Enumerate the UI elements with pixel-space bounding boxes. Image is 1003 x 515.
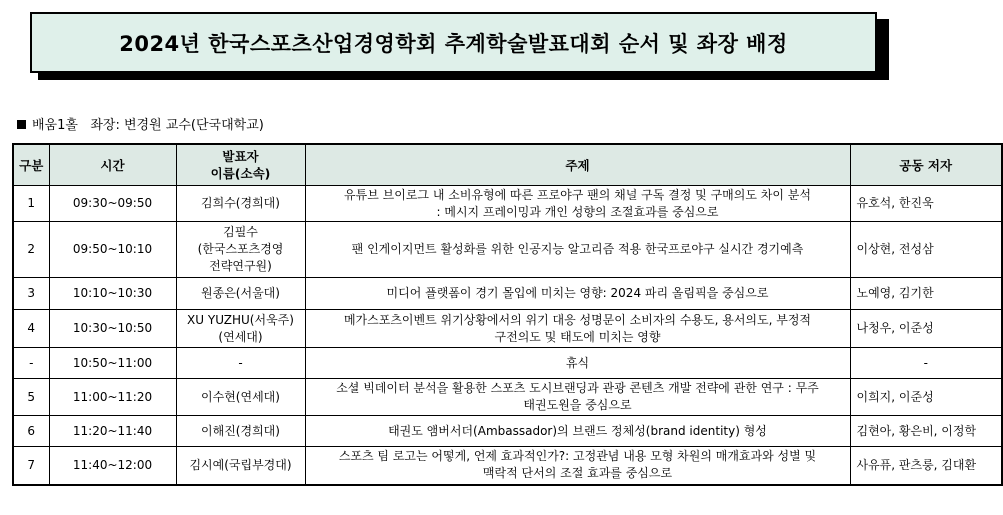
cell-presenter — [176, 222, 305, 278]
topic-line: 태권도원을 중심으로 — [523, 398, 632, 412]
header-presenter-line2: 이름(소속) — [210, 166, 271, 181]
presenter-line: 전략연구원) — [209, 259, 272, 273]
table-row — [13, 186, 1002, 222]
room-name: 배움1홀 — [32, 118, 78, 133]
table-row — [13, 348, 1002, 379]
cell-no: - — [13, 348, 49, 379]
cell-no: 7 — [13, 447, 49, 485]
header-presenter — [176, 144, 305, 186]
cell-time: 10:50~11:00 — [49, 348, 176, 379]
cell-topic — [305, 379, 850, 416]
cell-presenter — [176, 186, 305, 222]
topic-line: 미디어 플랫폼이 경기 몰입에 미치는 영향: 2024 파리 올림픽을 중심으로 — [386, 286, 769, 300]
header-topic: 주제 — [305, 144, 850, 186]
presenter-line: 원종은(서울대) — [201, 286, 280, 300]
cell-coauthors: 유호석, 한진욱 — [850, 186, 1002, 222]
cell-presenter — [176, 348, 305, 379]
cell-no: 4 — [13, 310, 49, 348]
topic-line: 구전의도 및 태도에 미치는 영향 — [494, 329, 661, 344]
cell-topic — [305, 416, 850, 447]
presenter-line: 김필수 — [223, 225, 258, 239]
header-time: 시간 — [49, 144, 176, 186]
cell-coauthors: - — [850, 348, 1002, 379]
bullet-square-icon — [17, 120, 26, 129]
cell-coauthors: 김현아, 황은비, 이정학 — [850, 416, 1002, 447]
cell-coauthors: 이희지, 이준성 — [850, 379, 1002, 416]
cell-no: 2 — [13, 222, 49, 278]
table-row — [13, 222, 1002, 278]
topic-line: 태권도 앰버서더(Ambassador)의 브랜드 정체성(brand identity) 형성 — [388, 423, 767, 438]
cell-coauthors: 나청우, 이준성 — [850, 310, 1002, 348]
cell-presenter — [176, 278, 305, 310]
table-row — [13, 447, 1002, 485]
presenter-line: (한국스포츠경영 — [197, 242, 284, 256]
topic-line: 유튜브 브이로그 내 소비유형에 따른 프로야구 팬의 채널 구독 결정 및 구매의도 차이 분석 — [344, 187, 811, 202]
presenter-line: (연세대) — [218, 329, 263, 344]
topic-line: : 메시지 프레이밍과 개인 성향의 조절효과를 중심으로 — [436, 204, 719, 219]
topic-line: 맥락적 단서의 조절 효과를 중심으로 — [482, 466, 673, 481]
presenter-line: 김희수(경희대) — [201, 196, 280, 210]
cell-time: 11:40~12:00 — [49, 447, 176, 485]
cell-coauthors: 이상현, 전성삼 — [850, 222, 1002, 278]
cell-time: 11:00~11:20 — [49, 379, 176, 416]
presenter-line: XU YUZHU(서욱주) — [187, 312, 294, 327]
header-presenter-line1: 발표자 — [222, 149, 259, 164]
cell-coauthors: 노예영, 김기한 — [850, 278, 1002, 310]
cell-time: 10:30~10:50 — [49, 310, 176, 348]
cell-no: 3 — [13, 278, 49, 310]
header-no: 구분 — [13, 144, 49, 186]
cell-no: 5 — [13, 379, 49, 416]
table-row — [13, 416, 1002, 447]
cell-time: 10:10~10:30 — [49, 278, 176, 310]
cell-topic — [305, 310, 850, 348]
cell-topic — [305, 278, 850, 310]
header-coauthors: 공동 저자 — [850, 144, 1002, 186]
cell-time: 11:20~11:40 — [49, 416, 176, 447]
cell-time: 09:30~09:50 — [49, 186, 176, 222]
table-row — [13, 310, 1002, 348]
cell-no: 1 — [13, 186, 49, 222]
table-row — [13, 379, 1002, 416]
cell-presenter — [176, 310, 305, 348]
presenter-line: 이해진(경희대) — [201, 423, 280, 438]
cell-no: 6 — [13, 416, 49, 447]
chair-label: 좌장: — [90, 118, 120, 133]
presenter-line: 김시예(국립부경대) — [189, 457, 292, 472]
cell-presenter — [176, 447, 305, 485]
cell-time: 09:50~10:10 — [49, 222, 176, 278]
cell-topic — [305, 447, 850, 485]
cell-topic — [305, 222, 850, 278]
cell-coauthors: 사유퓨, 판츠룽, 김대환 — [850, 447, 1002, 485]
presenter-line: 이수현(연세대) — [201, 389, 280, 404]
topic-line: 팬 인게이지먼트 활성화를 위한 인공지능 알고리즘 적용 한국프로야구 실시간 경기예측 — [351, 242, 804, 256]
section-heading — [17, 114, 264, 133]
presenter-line: - — [238, 355, 243, 370]
cell-topic — [305, 348, 850, 379]
cell-topic — [305, 186, 850, 222]
cell-presenter — [176, 379, 305, 416]
page-title: 2024년 한국스포츠산업경영학회 추계학술발표대회 순서 및 좌장 배정 — [30, 12, 877, 73]
topic-line: 소셜 빅데이터 분석을 활용한 스포츠 도시브랜딩과 관광 콘텐츠 개발 전략에 관한 연구 : 무주 — [336, 381, 819, 395]
chair-name: 변경원 교수(단국대학교) — [124, 118, 264, 133]
topic-line: 휴식 — [565, 355, 590, 370]
cell-presenter — [176, 416, 305, 447]
topic-line: 스포츠 팀 로고는 어떻게, 언제 효과적인가?: 고정관념 내용 모형 차원의 매개효과와 성별 및 — [338, 449, 817, 464]
schedule-table — [12, 143, 1003, 486]
table-row — [13, 278, 1002, 310]
header-row — [13, 144, 1002, 186]
topic-line: 메가스포츠이벤트 위기상황에서의 위기 대응 성명문이 소비자의 수용도, 용서의도, 부정적 — [343, 312, 812, 327]
